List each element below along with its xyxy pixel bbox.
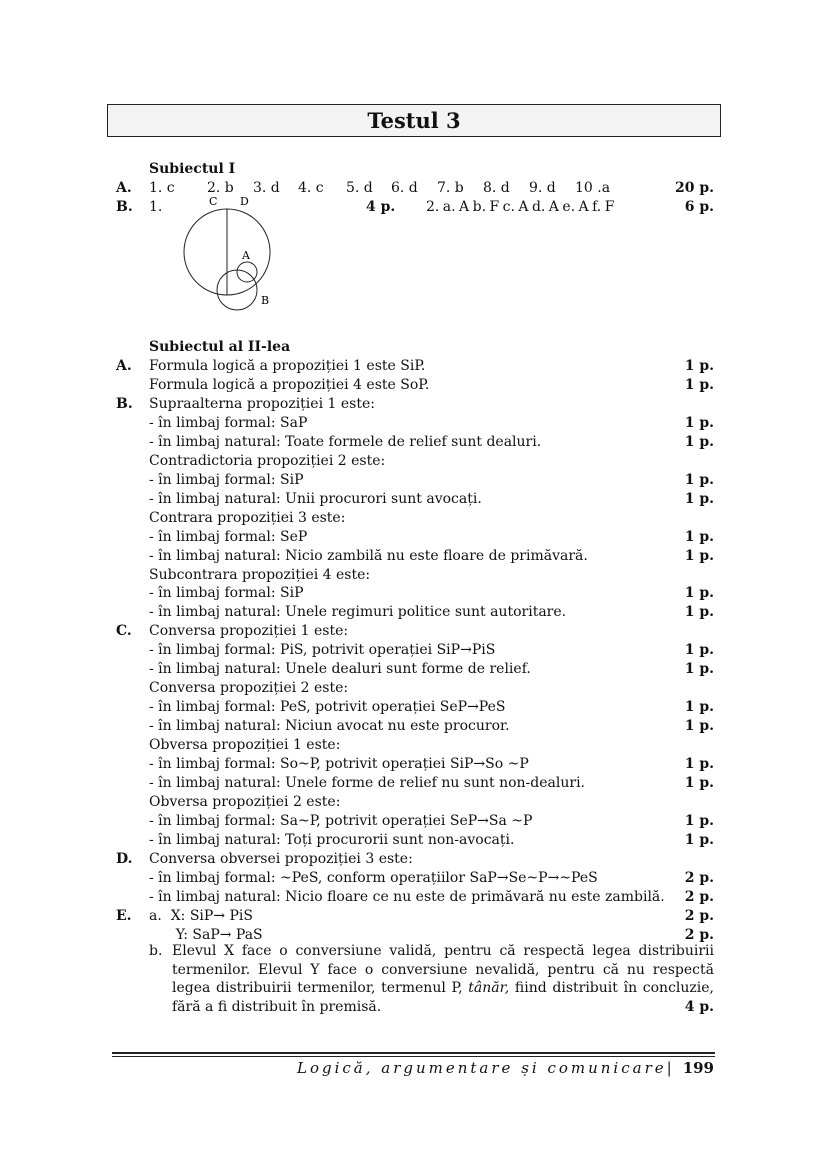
answer-line: [0, 509, 828, 527]
answer-item: 8. d: [483, 180, 510, 196]
line-text: a. X: SiP→ PiS: [149, 907, 253, 924]
line-points: 1 p.: [684, 642, 714, 659]
line-text: - în limbaj natural: Unii procurori sunt avocați.: [149, 490, 482, 507]
answer-item: 2. b: [207, 180, 234, 196]
answer-item: 4. c: [298, 180, 324, 196]
label-A: A: [242, 249, 250, 262]
footer: [297, 1058, 714, 1078]
answer-line: [0, 471, 828, 489]
subiect1-A-letter: A.: [116, 180, 132, 196]
line-text: Contradictoria propoziției 2 este:: [149, 452, 386, 469]
subiect1-B-item1-points: 4 p.: [366, 199, 396, 215]
E-b-text-1: Elevul X face o conversiune validă, pentru că respectă legea distribuirii termenilor. Elevul Y face o conversiune nevalidă, pentru că nu respectă legea distribuirii termenilor, termenul P,: [172, 943, 714, 997]
answer-line: [0, 622, 828, 640]
line-text: - în limbaj formal: ~PeS, conform operațiilor SaP→Se~P→~PeS: [149, 869, 598, 886]
answer-line: [0, 869, 828, 887]
circle-B: [217, 270, 257, 310]
answer-item: 3. d: [253, 180, 280, 196]
line-points: 1 p.: [684, 358, 714, 374]
line-points: 1 p.: [684, 831, 714, 848]
answer-line: [0, 528, 828, 546]
answer-line: [0, 584, 828, 602]
subiect1-heading: Subiectul I: [149, 161, 236, 177]
answer-line: [0, 736, 828, 754]
section-letter: A.: [116, 358, 132, 374]
answer-line: [0, 812, 828, 830]
line-text: Supraalterna propoziției 1 este:: [149, 395, 375, 412]
answer-line: [0, 547, 828, 565]
subiect1-B-item2-points: 6 p.: [684, 199, 714, 215]
answer-line: [0, 679, 828, 697]
line-points: 1 p.: [684, 604, 714, 621]
answer-line: [0, 774, 828, 792]
subiect2-heading: Subiectul al II-lea: [149, 339, 291, 355]
label-C: C: [209, 195, 218, 208]
line-points: 1 p.: [684, 414, 714, 431]
answer-item: 9. d: [529, 180, 556, 196]
answer-line: [0, 888, 828, 906]
euler-diagram: [170, 190, 290, 320]
answer-line: [0, 603, 828, 621]
line-text: - în limbaj formal: SiP: [149, 585, 304, 602]
line-text: - în limbaj natural: Toate formele de relief sunt dealuri.: [149, 433, 542, 450]
answer-line: [0, 490, 828, 508]
line-points: 1 p.: [684, 661, 714, 678]
line-text: - în limbaj natural: Nicio zambilă nu este floare de primăvară.: [149, 547, 588, 564]
subiect1-B-item2: 2. a. A b. F c. A d. A e. A f. F: [426, 199, 615, 215]
answer-item: 1. c: [149, 180, 175, 196]
line-text: Formula logică a propoziției 1 este SiP.: [149, 358, 426, 374]
E-b-paragraph: [172, 942, 714, 1016]
line-points: 2 p.: [684, 888, 714, 905]
line-points: 2 p.: [684, 869, 714, 886]
line-text: - în limbaj natural: Unele dealuri sunt forme de relief.: [149, 661, 531, 678]
section-letter: D.: [116, 850, 133, 867]
answer-item: 7. b: [437, 180, 464, 196]
answer-line: [0, 717, 828, 735]
subiect1-B-letter: B.: [116, 199, 133, 215]
answer-item: 10 .a: [575, 180, 611, 196]
subiect1-A-points: 20 p.: [674, 180, 714, 196]
page-number: 199: [682, 1059, 714, 1077]
line-points: 1 p.: [684, 812, 714, 829]
answer-line: [0, 357, 828, 375]
answer-line: [0, 926, 828, 944]
subiect1-B-item1: 1.: [149, 199, 163, 215]
line-points: 1 p.: [684, 699, 714, 716]
answer-line: [0, 414, 828, 432]
label-B: B: [261, 294, 270, 307]
line-text: - în limbaj formal: SeP: [149, 528, 308, 545]
line-text: - în limbaj natural: Nicio floare ce nu este de primăvară nu este zambilă.: [149, 888, 665, 905]
answer-line: [0, 641, 828, 659]
line-text: Obversa propoziției 1 este:: [149, 737, 341, 753]
answer-line: [0, 395, 828, 413]
line-points: 1 p.: [684, 774, 714, 791]
section-letter: C.: [116, 623, 132, 640]
line-points: 1 p.: [684, 528, 714, 545]
page-title: Testul 3: [107, 104, 721, 137]
answer-line: [0, 452, 828, 470]
line-points: 1 p.: [684, 433, 714, 450]
line-text: Contrara propoziției 3 este:: [149, 509, 346, 526]
line-text: - în limbaj natural: Toți procurorii sunt non-avocați.: [149, 831, 515, 848]
line-text: - în limbaj natural: Unele forme de relief nu sunt non-dealuri.: [149, 774, 585, 791]
line-text: - în limbaj formal: PiS, potrivit operației SiP→PiS: [149, 642, 496, 659]
answer-line: [0, 566, 828, 584]
line-points: 1 p.: [684, 718, 714, 734]
line-points: 1 p.: [684, 376, 714, 393]
section-letter: E.: [116, 907, 132, 924]
E-b-label: b.: [149, 943, 163, 959]
answer-line: [0, 698, 828, 716]
line-text: - în limbaj formal: So~P, potrivit operației SiP→So ~P: [149, 756, 529, 772]
line-points: 1 p.: [684, 547, 714, 564]
label-D: D: [240, 195, 249, 208]
answer-line: [0, 755, 828, 773]
line-text: Y: SaP→ PaS: [149, 926, 263, 943]
line-text: Conversa propoziției 2 este:: [149, 680, 349, 697]
footer-rule-thick: [112, 1052, 715, 1054]
line-points: 2 p.: [684, 926, 714, 943]
line-text: Formula logică a propoziției 4 este SoP.: [149, 376, 430, 393]
answer-line: [0, 660, 828, 678]
line-points: 1 p.: [684, 490, 714, 507]
answer-line: [0, 831, 828, 849]
E-b-points: 4 p.: [684, 999, 714, 1015]
line-text: - în limbaj natural: Unele regimuri politice sunt autoritare.: [149, 604, 567, 621]
line-points: 1 p.: [684, 585, 714, 602]
line-points: 1 p.: [684, 756, 714, 772]
line-text: - în limbaj formal: SaP: [149, 414, 308, 431]
E-b-text-2: fiind distribuit în concluzie, fără a fi distribuit în premisă.: [172, 980, 714, 1015]
section-letter: B.: [116, 395, 133, 412]
answer-line: [0, 907, 828, 925]
line-text: - în limbaj formal: PeS, potrivit operației SeP→PeS: [149, 699, 506, 716]
line-text: Conversa propoziției 1 este:: [149, 623, 349, 640]
line-text: Conversa obversei propoziției 3 este:: [149, 850, 413, 867]
line-points: 1 p.: [684, 471, 714, 488]
answer-item: 6. d: [391, 180, 418, 196]
line-text: - în limbaj formal: SiP: [149, 471, 304, 488]
answer-line: [0, 793, 828, 811]
line-text: - în limbaj formal: Sa~P, potrivit operației SeP→Sa ~P: [149, 812, 533, 829]
answer-line: [0, 850, 828, 868]
footer-text: Logică, argumentare și comunicare|: [297, 1059, 675, 1077]
answer-item: 5. d: [346, 180, 373, 196]
line-text: - în limbaj natural: Niciun avocat nu este procuror.: [149, 718, 510, 734]
answer-line: [0, 376, 828, 394]
line-text: Obversa propoziției 2 este:: [149, 793, 341, 810]
line-text: Subcontrara propoziției 4 este:: [149, 566, 371, 583]
E-b-text-italic: tânăr,: [468, 980, 510, 997]
line-points: 2 p.: [684, 907, 714, 924]
answer-line: [0, 433, 828, 451]
footer-rule-thin: [112, 1056, 715, 1057]
